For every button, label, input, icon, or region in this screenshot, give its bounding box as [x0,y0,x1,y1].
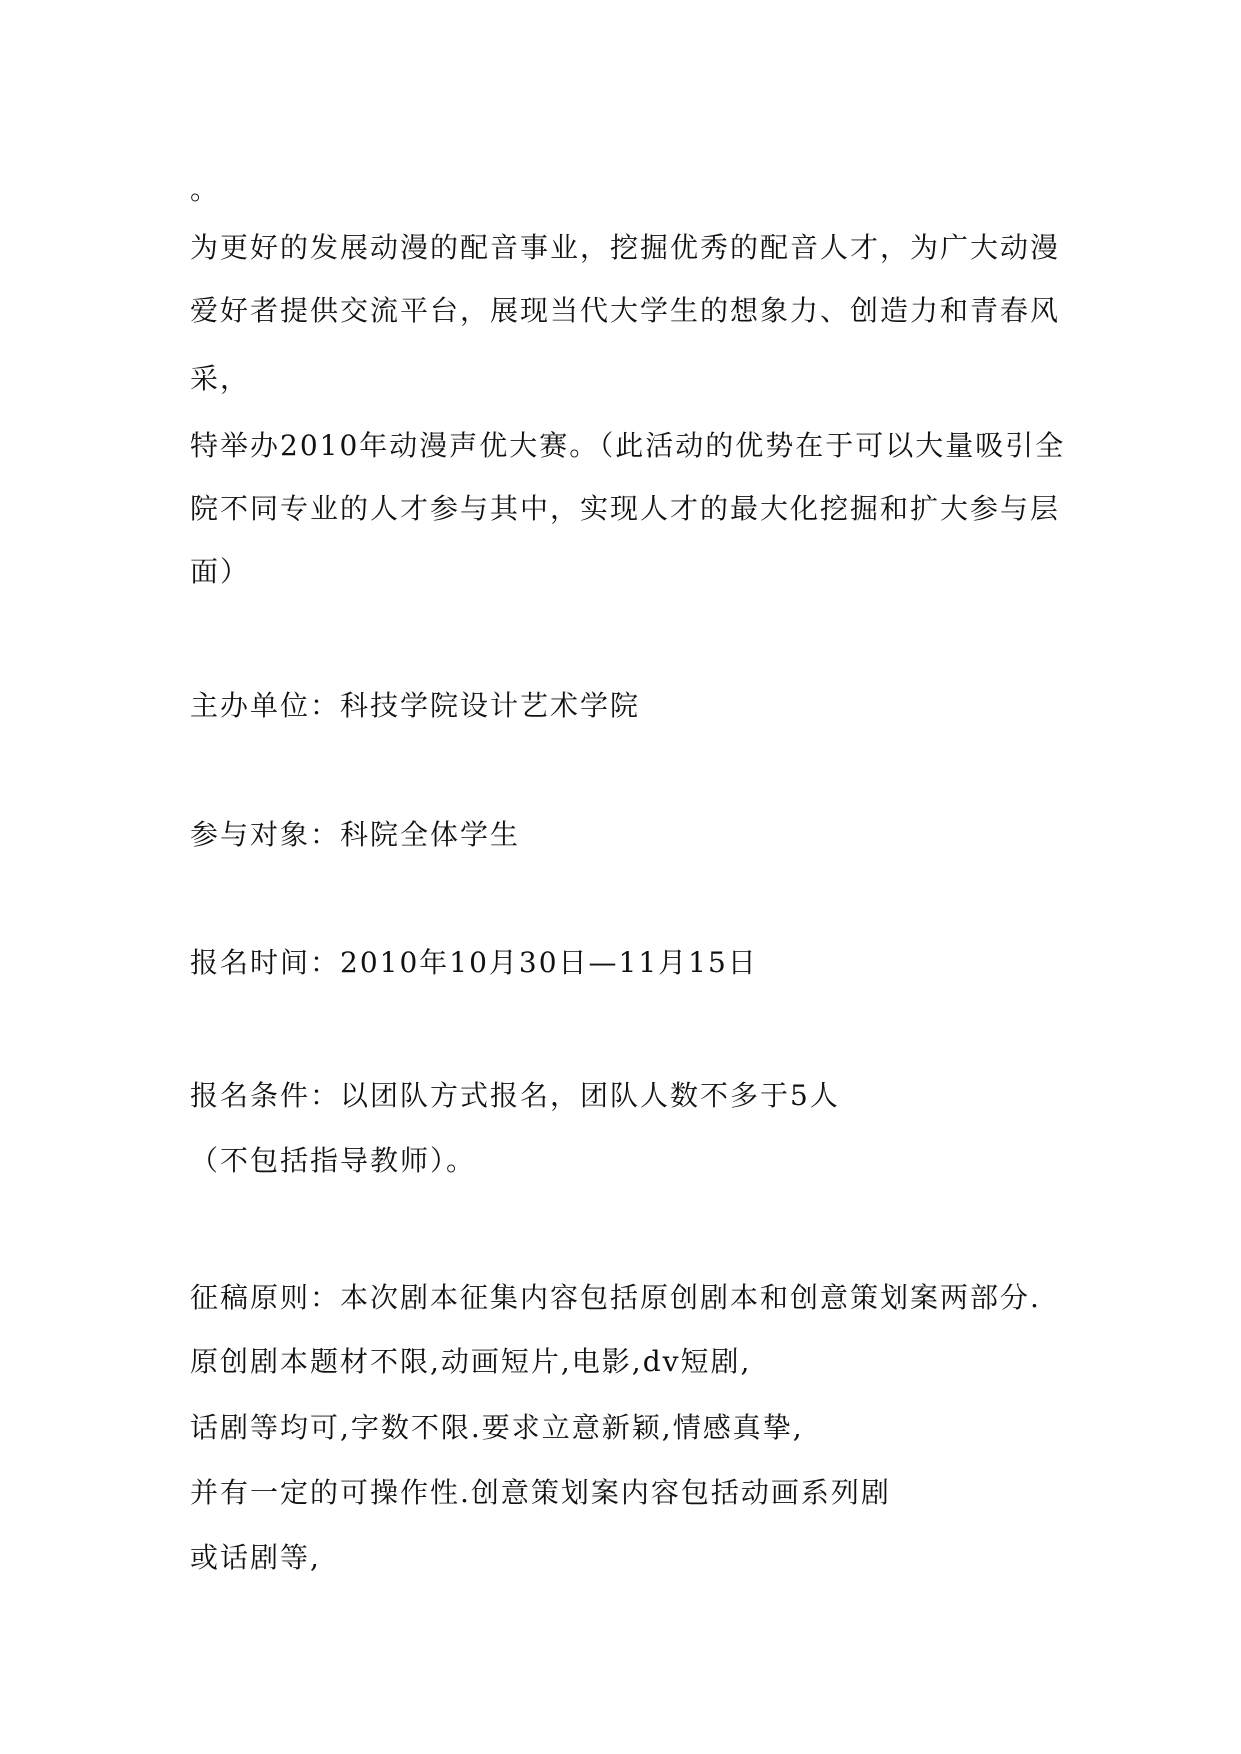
text-line-17: 或话剧等, [190,1541,321,1574]
text-line-10: 报名时间：2010年10月30日—11月15日 [190,946,758,979]
text-line-4: 采， [190,362,251,395]
text-line-15: 话剧等均可,字数不限.要求立意新颖,情感真挚, [190,1411,804,1444]
text-line-1: 。 [190,173,221,206]
text-line-7: 面） [190,555,251,588]
text-line-12: （不包括指导教师）。 [190,1144,477,1177]
text-line-11: 报名条件：以团队方式报名，团队人数不多于5人 [190,1079,840,1112]
text-line-6: 院不同专业的人才参与其中，实现人才的最大化挖掘和扩大参与层 [190,492,1061,525]
text-line-5: 特举办2010年动漫声优大赛。（此活动的优势在于可以大量吸引全 [190,429,1066,462]
text-line-16: 并有一定的可操作性.创意策划案内容包括动画系列剧 [190,1476,891,1509]
text-line-14: 原创剧本题材不限,动画短片,电影,dv短剧, [190,1345,752,1378]
text-line-9: 参与对象：科院全体学生 [190,818,521,851]
text-line-2: 为更好的发展动漫的配音事业，挖掘优秀的配音人才，为广大动漫 [190,231,1061,264]
text-line-13: 征稿原则：本次剧本征集内容包括原创剧本和创意策划案两部分. [190,1281,1041,1314]
text-line-8: 主办单位：科技学院设计艺术学院 [190,689,641,722]
text-line-3: 爱好者提供交流平台，展现当代大学生的想象力、创造力和青春风 [190,294,1061,327]
